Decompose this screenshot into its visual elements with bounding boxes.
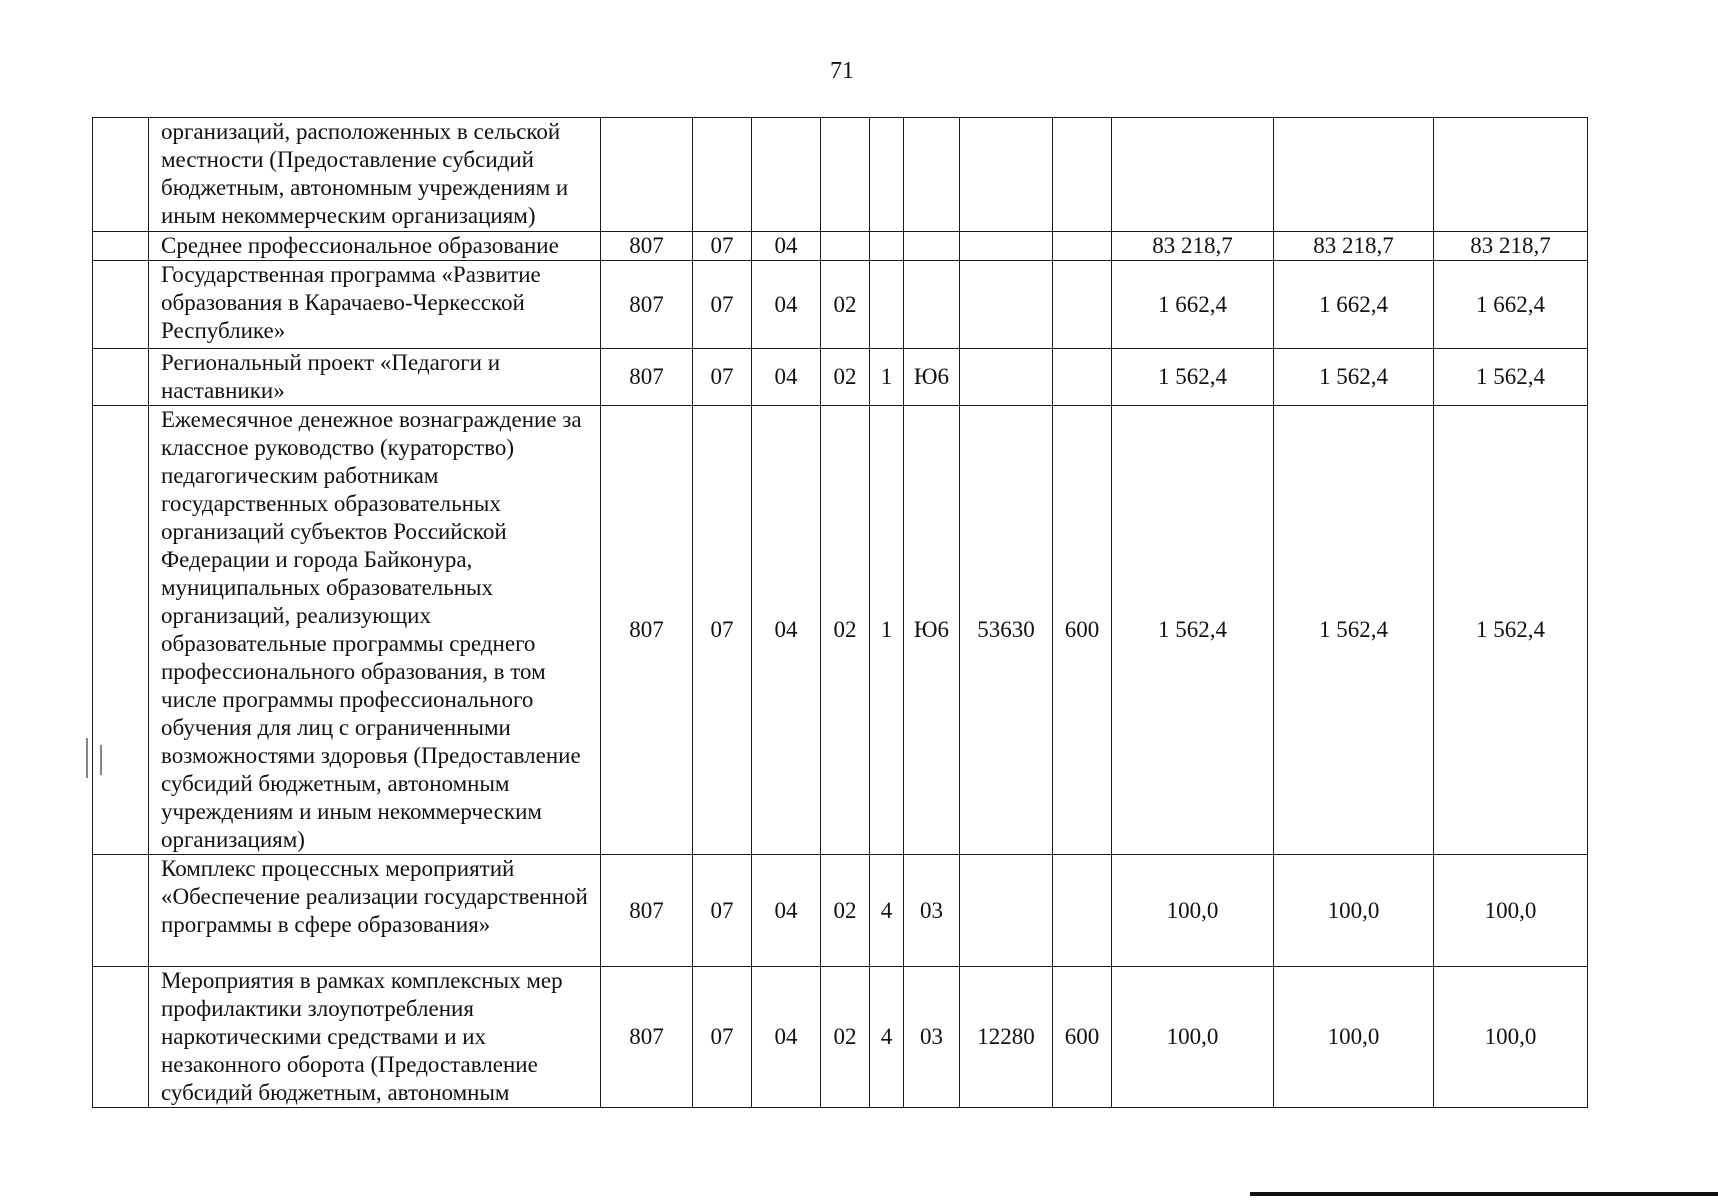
row-direction	[960, 349, 1053, 406]
row-amount-year-2: 1 562,4	[1274, 406, 1434, 855]
row-grbs: 807	[601, 406, 693, 855]
row-subprogram-type	[870, 118, 904, 232]
row-section: 07	[693, 406, 752, 855]
row-number-cell	[93, 261, 149, 349]
scan-edge	[1250, 1192, 1718, 1196]
row-amount-year-1: 1 562,4	[1112, 406, 1274, 855]
row-measure: 03	[904, 855, 960, 967]
row-section: 07	[693, 349, 752, 406]
row-measure: Ю6	[904, 406, 960, 855]
scan-mark	[86, 738, 88, 778]
row-number-cell	[93, 118, 149, 232]
row-amount-year-3	[1434, 118, 1588, 232]
row-section	[693, 118, 752, 232]
row-amount-year-3: 1 662,4	[1434, 261, 1588, 349]
row-amount-year-3: 1 562,4	[1434, 406, 1588, 855]
row-subprogram-type: 4	[870, 967, 904, 1108]
row-number-cell	[93, 232, 149, 261]
row-subsection	[752, 118, 821, 232]
row-amount-year-1: 1 662,4	[1112, 261, 1274, 349]
row-amount-year-3: 100,0	[1434, 967, 1588, 1108]
row-name: Среднее профессиональное образование	[149, 232, 601, 261]
table-row	[93, 406, 1588, 855]
row-subprogram-type	[870, 261, 904, 349]
row-subsection: 04	[752, 261, 821, 349]
row-section: 07	[693, 261, 752, 349]
row-grbs: 807	[601, 261, 693, 349]
table-body	[93, 118, 1588, 1108]
row-section: 07	[693, 855, 752, 967]
row-amount-year-3: 100,0	[1434, 855, 1588, 967]
row-program: 02	[821, 349, 870, 406]
row-subsection: 04	[752, 855, 821, 967]
row-direction	[960, 855, 1053, 967]
row-direction: 12280	[960, 967, 1053, 1108]
row-name: Комплекс процессных мероприятий «Обеспечение реализации государственной программы в сфере образования»	[149, 855, 601, 967]
row-measure: Ю6	[904, 349, 960, 406]
table-row	[93, 232, 1588, 261]
row-measure	[904, 261, 960, 349]
row-grbs: 807	[601, 232, 693, 261]
row-expense-type	[1053, 261, 1112, 349]
row-amount-year-2: 83 218,7	[1274, 232, 1434, 261]
table-row	[93, 855, 1588, 967]
row-amount-year-2: 100,0	[1274, 967, 1434, 1108]
row-direction: 53630	[960, 406, 1053, 855]
row-name: Ежемесячное денежное вознаграждение за классное руководство (кураторство) педагогическим работникам государственных образовательных организаций субъектов Российской Федерации и города Байконура, муниципальных образовательных организаций, реализующих образовательные программы среднего профессионального образования, в том числе программы профессионального обучения для лиц с ограниченными возможностями здоровья (Предоставление субсидий бюджетным, автономным учреждениям и иным некоммерческим организациям)	[149, 406, 601, 855]
row-measure	[904, 118, 960, 232]
table-row	[93, 118, 1588, 232]
row-amount-year-1	[1112, 118, 1274, 232]
row-expense-type: 600	[1053, 967, 1112, 1108]
row-amount-year-2: 1 662,4	[1274, 261, 1434, 349]
row-program	[821, 232, 870, 261]
row-expense-type	[1053, 232, 1112, 261]
row-section: 07	[693, 232, 752, 261]
row-measure: 03	[904, 967, 960, 1108]
row-subprogram-type	[870, 232, 904, 261]
row-amount-year-1: 100,0	[1112, 967, 1274, 1108]
row-subprogram-type: 1	[870, 406, 904, 855]
row-program	[821, 118, 870, 232]
row-program: 02	[821, 261, 870, 349]
row-name: организаций, расположенных в сельской местности (Предоставление субсидий бюджетным, автономным учреждениям и иным некоммерческим организациям)	[149, 118, 601, 232]
row-number-cell	[93, 349, 149, 406]
budget-table	[92, 117, 1588, 1108]
table-row	[93, 261, 1588, 349]
row-amount-year-3: 1 562,4	[1434, 349, 1588, 406]
row-amount-year-1: 1 562,4	[1112, 349, 1274, 406]
row-expense-type: 600	[1053, 406, 1112, 855]
row-expense-type	[1053, 349, 1112, 406]
row-number-cell	[93, 855, 149, 967]
row-name: Мероприятия в рамках комплексных мер профилактики злоупотребления наркотическими средствами и их незаконного оборота (Предоставление субсидий бюджетным, автономным	[149, 967, 601, 1108]
row-amount-year-1: 100,0	[1112, 855, 1274, 967]
row-section: 07	[693, 967, 752, 1108]
row-grbs	[601, 118, 693, 232]
row-number-cell	[93, 406, 149, 855]
row-subprogram-type: 4	[870, 855, 904, 967]
row-grbs: 807	[601, 349, 693, 406]
scan-mark	[100, 745, 102, 775]
row-grbs: 807	[601, 967, 693, 1108]
row-subprogram-type: 1	[870, 349, 904, 406]
row-expense-type	[1053, 855, 1112, 967]
row-name: Региональный проект «Педагоги и наставники»	[149, 349, 601, 406]
row-direction	[960, 232, 1053, 261]
row-program: 02	[821, 855, 870, 967]
row-amount-year-2: 1 562,4	[1274, 349, 1434, 406]
row-number-cell	[93, 967, 149, 1108]
row-measure	[904, 232, 960, 261]
row-subsection: 04	[752, 349, 821, 406]
table-row	[93, 967, 1588, 1108]
row-grbs: 807	[601, 855, 693, 967]
page-number: 71	[830, 58, 854, 84]
row-program: 02	[821, 406, 870, 855]
row-amount-year-2: 100,0	[1274, 855, 1434, 967]
row-amount-year-1: 83 218,7	[1112, 232, 1274, 261]
row-direction	[960, 261, 1053, 349]
row-name: Государственная программа «Развитие образования в Карачаево-Черкесской Республике»	[149, 261, 601, 349]
row-expense-type	[1053, 118, 1112, 232]
row-amount-year-2	[1274, 118, 1434, 232]
row-amount-year-3: 83 218,7	[1434, 232, 1588, 261]
table-row	[93, 349, 1588, 406]
row-program: 02	[821, 967, 870, 1108]
row-subsection: 04	[752, 406, 821, 855]
row-subsection: 04	[752, 232, 821, 261]
row-subsection: 04	[752, 967, 821, 1108]
row-direction	[960, 118, 1053, 232]
